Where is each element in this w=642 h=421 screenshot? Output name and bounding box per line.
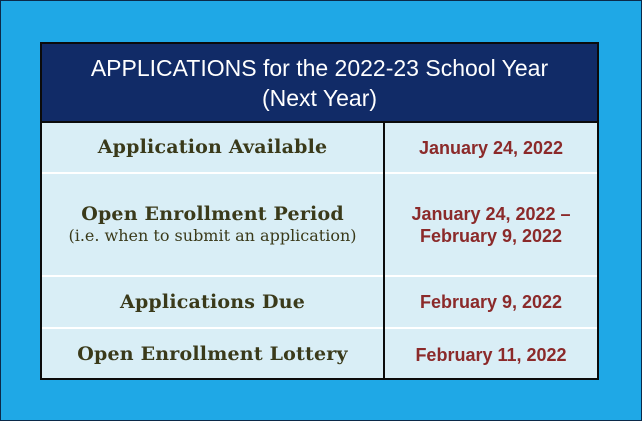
row-date: January 24, 2022 — [418, 137, 564, 158]
row-date-cell — [385, 123, 597, 172]
row-label: Open Enrollment Period — [81, 203, 344, 225]
row-label: Open Enrollment Lottery — [77, 343, 348, 365]
row-date-cell — [385, 277, 597, 327]
row-date-cell — [385, 329, 597, 380]
row-label-cell — [42, 123, 383, 172]
row-label-cell — [42, 174, 383, 275]
row-date-start: January 24, 2022 – — [411, 203, 571, 224]
table-row — [42, 123, 597, 174]
row-label-cell — [42, 277, 383, 327]
table-row — [42, 277, 597, 329]
table-row — [42, 174, 597, 277]
row-date: February 11, 2022 — [415, 344, 567, 365]
row-date-end: February 9, 2022 — [419, 225, 563, 246]
header-subtitle: (Next Year) — [261, 84, 378, 111]
schedule-table — [40, 42, 599, 380]
table-row — [42, 329, 597, 380]
row-label-cell — [42, 329, 383, 380]
row-date: February 9, 2022 — [419, 292, 563, 312]
row-label: Application Available — [97, 136, 328, 158]
row-date-cell — [385, 174, 597, 275]
table-header — [42, 44, 597, 123]
column-divider — [383, 123, 385, 380]
header-title: APPLICATIONS for the 2022-23 School Year — [90, 54, 549, 81]
row-label: Applications Due — [120, 290, 305, 313]
row-sublabel: (i.e. when to submit an application) — [68, 226, 357, 245]
